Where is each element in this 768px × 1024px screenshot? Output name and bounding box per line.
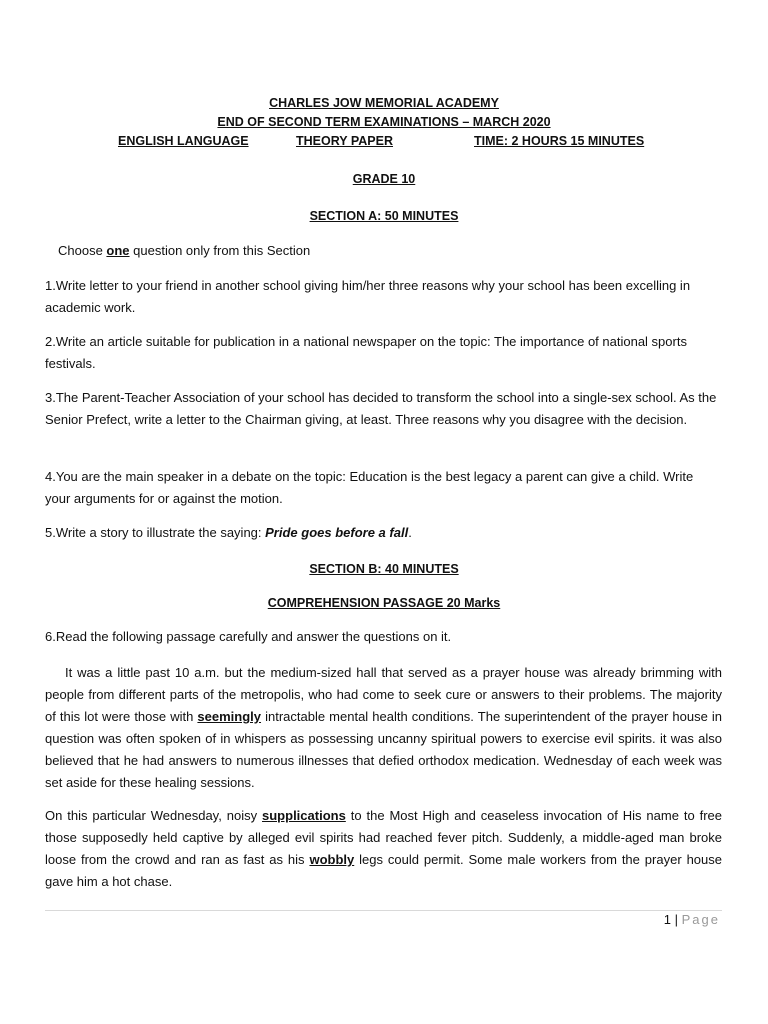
page-label: Page (681, 912, 720, 927)
subject-label: ENGLISH LANGUAGE (118, 134, 249, 148)
paper-label: THEORY PAPER (296, 134, 394, 148)
section-a-title: SECTION A: 50 MINUTES (309, 209, 459, 223)
section-b-title: SECTION B: 40 MINUTES (309, 562, 459, 576)
question-2: 2.Write an article suitable for publication in a national newspaper on the topic: The importance of national sports festivals. (45, 334, 687, 371)
question-1: 1.Write letter to your friend in another school giving him/her three reasons why your school has been excelling in academic work. (45, 278, 691, 315)
passage-paragraph-2: On this particular Wednesday, noisy supplications to the Most High and ceaseless invocation of His name to free those supposedly held captive by alleged evil spirits had reached fever pitch. Suddenly, a middle-aged man broke loose from the crowd and ran as fast as his wobbly legs could permit. Some male workers from the prayer house gave him a hot chase. (45, 808, 722, 889)
page-number: 1 (663, 912, 672, 927)
grade-label: GRADE 10 (352, 172, 416, 186)
passage-paragraph-1: It was a little past 10 a.m. but the medium-sized hall that served as a prayer house was already brimming with people from different parts of the metropolis, who had come to seek cure or answers to their problems. The majority of this lot were those with seemingly intractable mental health conditions. The superintendent of the prayer house in question was often spoken of in whispers as possessing uncanny spiritual powers to exercise evil spirits. it was also believed that he had answers to numerous illnesses that defied orthodox medication. Wednesday of each week was set aside for these healing sessions. (45, 665, 722, 790)
question-6: 6.Read the following passage carefully and answer the questions on it. (45, 629, 452, 644)
question-5: 5.Write a story to illustrate the saying: Pride goes before a fall. (45, 525, 412, 540)
question-4: 4.You are the main speaker in a debate on the topic: Education is the best legacy a parent can give a child. Write your arguments for or against the motion. (45, 469, 694, 506)
section-a-instruction: Choose one question only from this Section (58, 243, 311, 258)
question-3: 3.The Parent-Teacher Association of your school has decided to transform the school into a single-sex school. As the Senior Prefect, write a letter to the Chairman giving, at least. Three reasons why you disagree with the decision. (45, 390, 717, 427)
time-label: TIME: 2 HOURS 15 MINUTES (474, 134, 645, 148)
school-name: CHARLES JOW MEMORIAL ACADEMY (269, 96, 499, 110)
footer-separator: | (671, 912, 682, 927)
comprehension-title: COMPREHENSION PASSAGE 20 Marks (267, 596, 501, 610)
exam-title: END OF SECOND TERM EXAMINATIONS – MARCH 2020 (217, 115, 551, 129)
page-footer (664, 912, 720, 927)
footer-divider (45, 910, 722, 911)
